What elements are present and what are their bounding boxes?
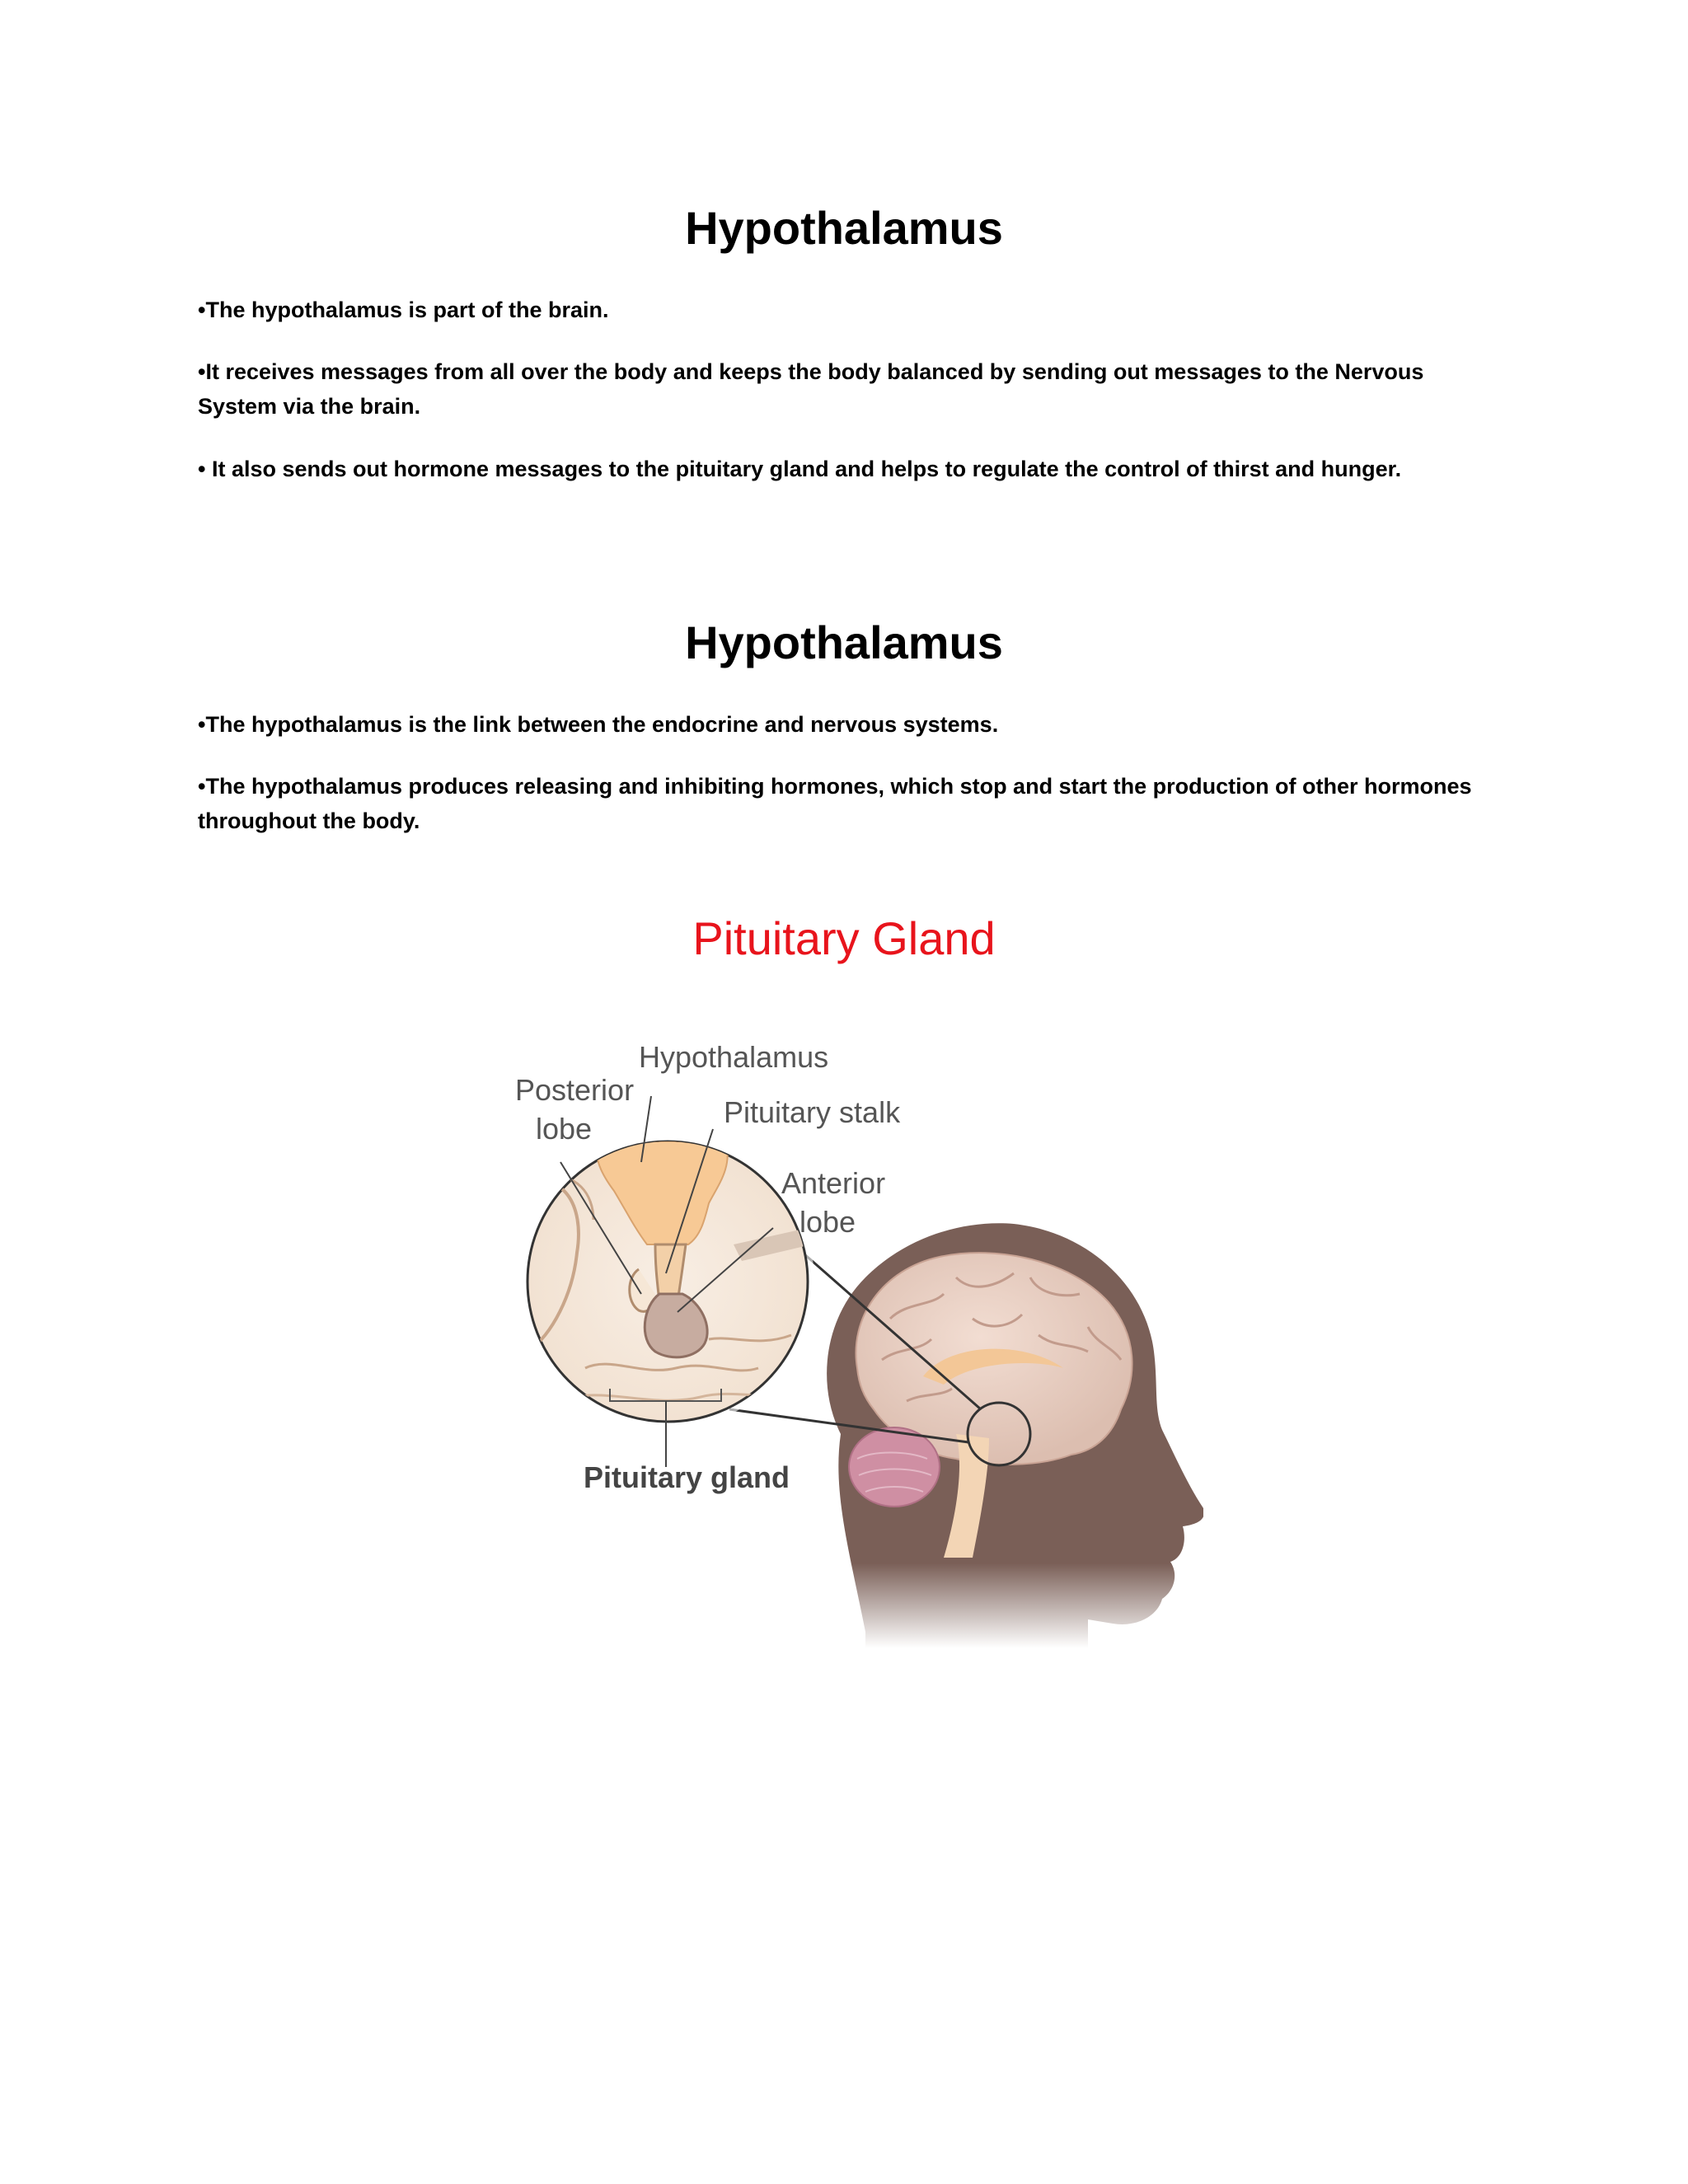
- cerebellum: [849, 1427, 940, 1507]
- section2-bullet-1: •The hypothalamus is the link between the endocrine and nervous systems.: [198, 712, 999, 737]
- label-posterior-2: lobe: [536, 1112, 593, 1146]
- label-pituitary-gland: Pituitary gland: [584, 1460, 790, 1494]
- section1-bullet-1: •The hypothalamus is part of the brain.: [198, 298, 609, 322]
- label-anterior-1: Anterior: [781, 1166, 886, 1200]
- section3-title: Pituitary Gland: [692, 912, 996, 964]
- section1-bullet-3: • It also sends out hormone messages to the pituitary gland and helps to regulate the control of thirst and hunger.: [198, 457, 1402, 481]
- label-hypothalamus: Hypothalamus: [639, 1040, 829, 1074]
- label-pituitary-stalk: Pituitary stalk: [724, 1095, 901, 1129]
- section2-bullet-2: •The hypothalamus produces releasing and inhibiting hormones, which stop and start the production of other hormones throughout the body.: [198, 774, 1472, 833]
- pituitary-gland-figure: [462, 1022, 1203, 1648]
- label-anterior-2: lobe: [799, 1205, 856, 1239]
- label-posterior-1: Posterior: [515, 1073, 635, 1107]
- section1-title: Hypothalamus: [685, 202, 1003, 254]
- section2-title: Hypothalamus: [685, 616, 1003, 668]
- pituitary-diagram: [462, 1022, 1203, 1648]
- section1-bullet-2: •It receives messages from all over the body and keeps the body balanced by sending out messages to the Nervous System via the brain.: [198, 359, 1424, 419]
